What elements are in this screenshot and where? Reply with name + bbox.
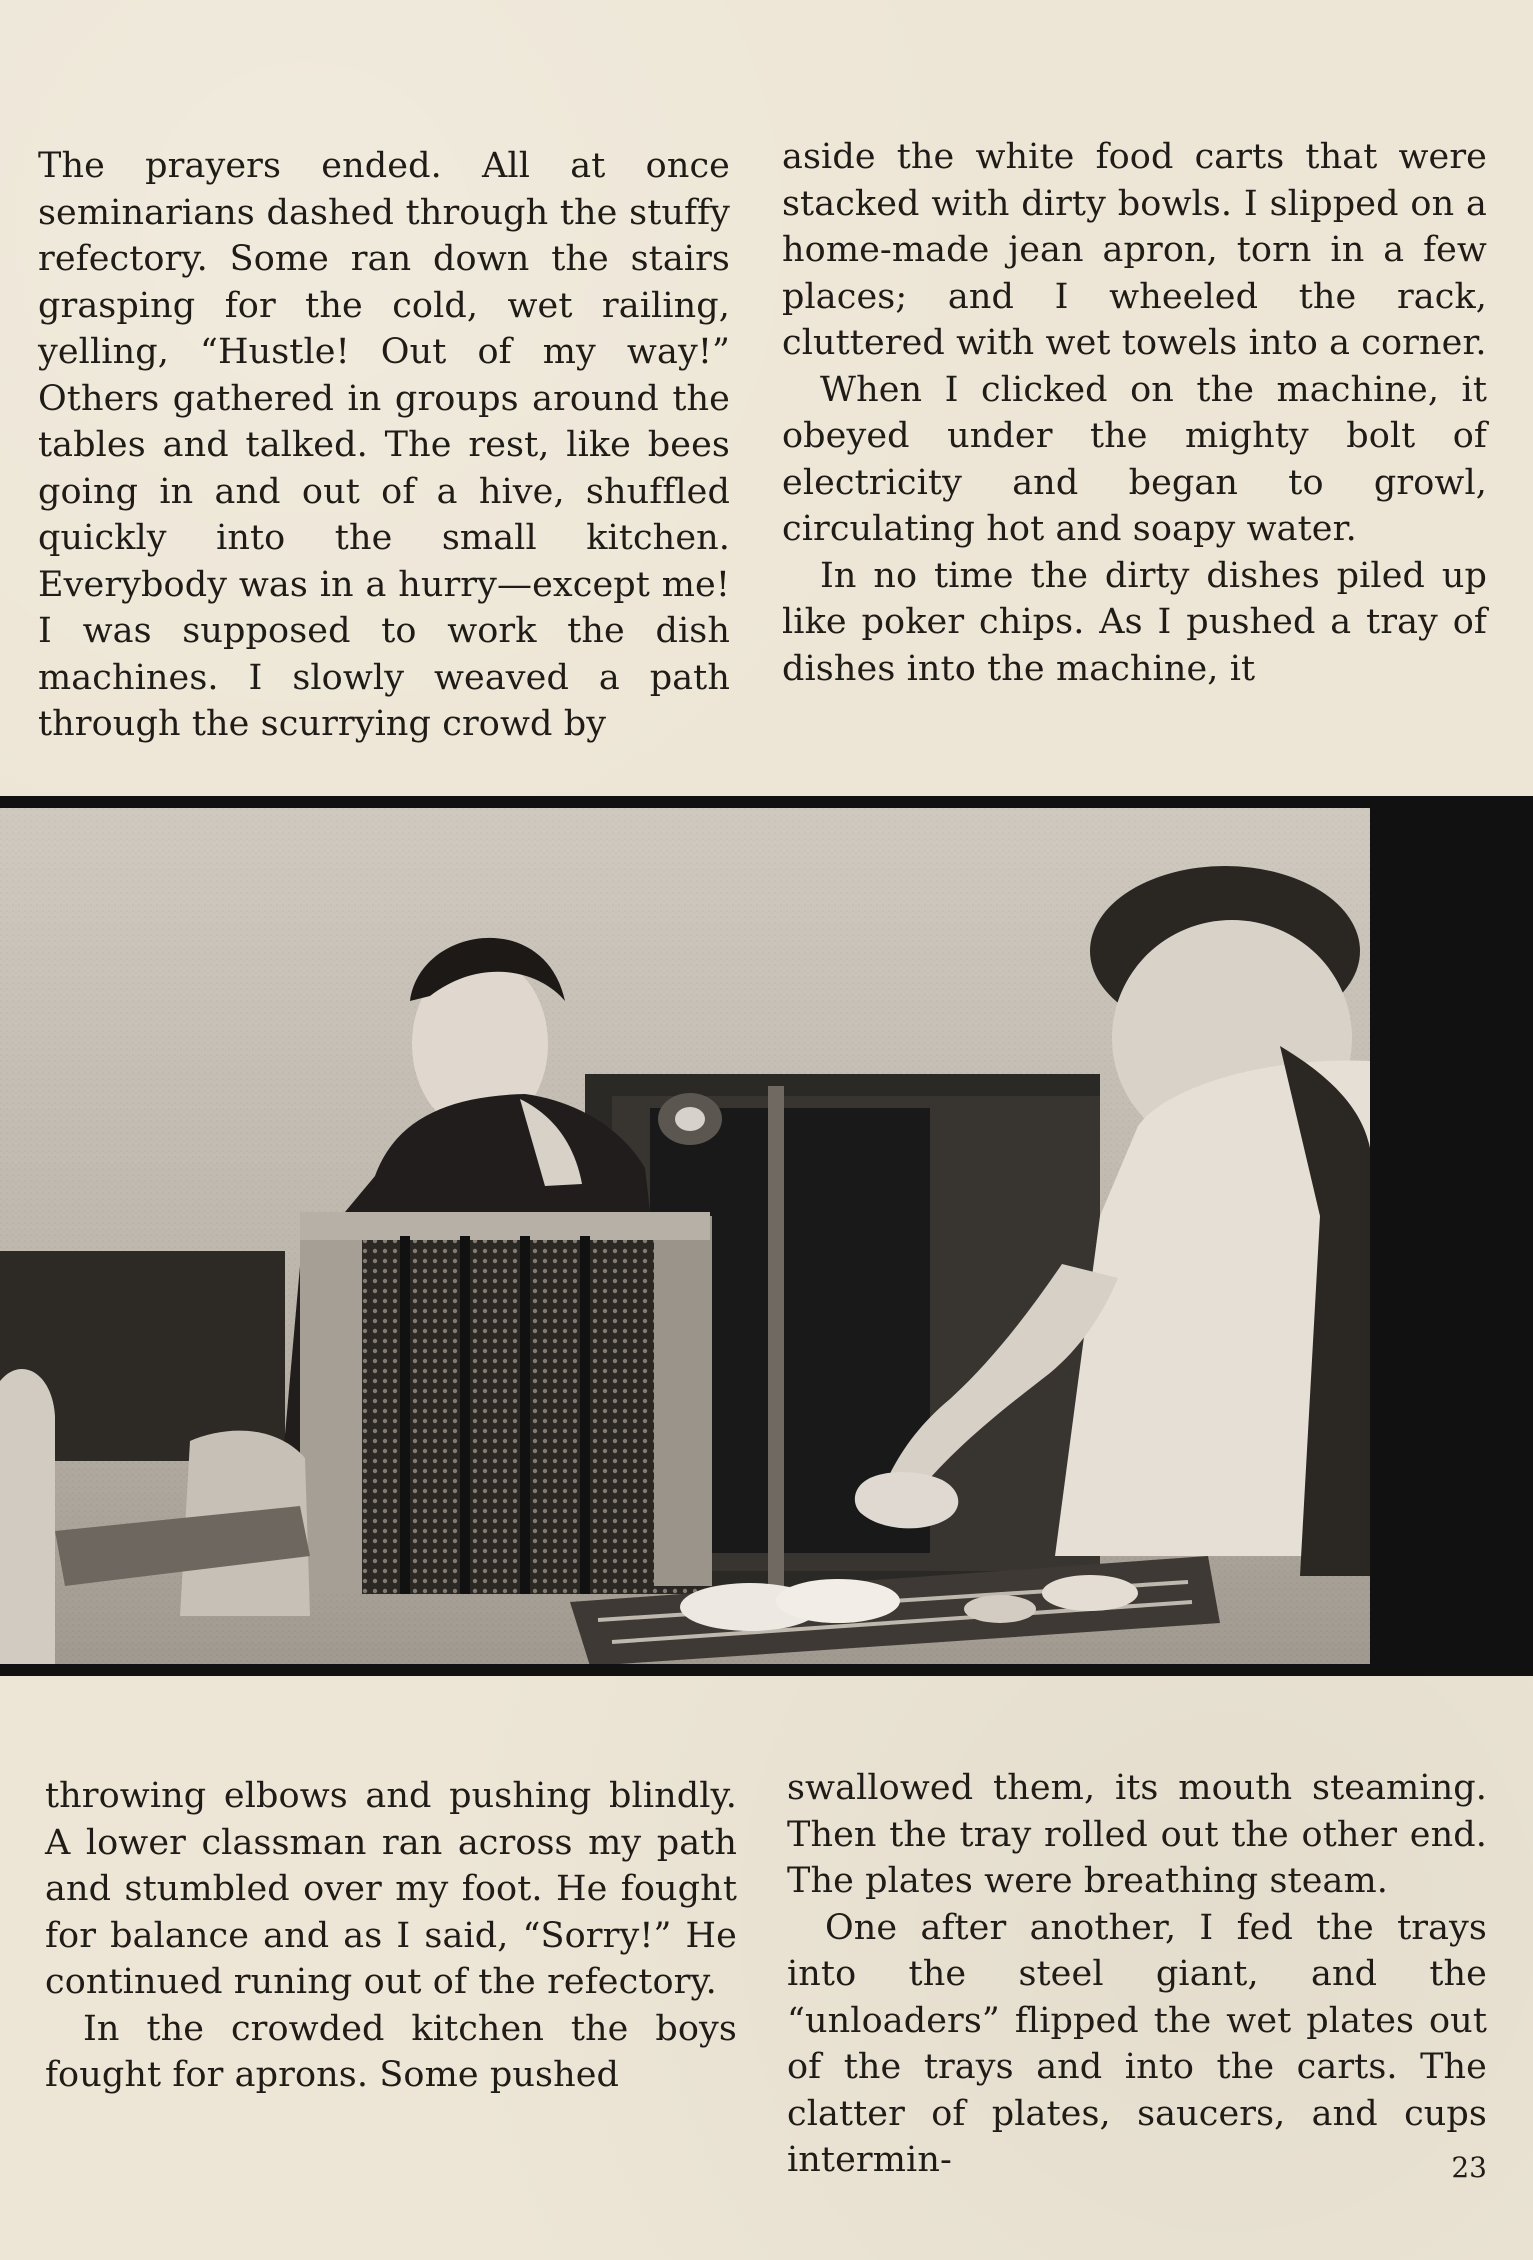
article-column-bottom-left bbox=[45, 1773, 737, 2099]
kitchen-photo bbox=[0, 796, 1533, 1676]
paragraph: throwing elbows and pushing blindly. A lower classman ran across my path and stumbled over my foot. He fought for balance and as I said, “Sorry!” He continued runing out of the refectory. bbox=[45, 1776, 737, 2002]
paragraph: The prayers ended. All at once seminarians dashed through the stuffy refectory. Some ran down the stairs grasping for the cold, wet railing, yelling, “Hustle! Out of my way!” Others gathered in groups around the tables and talked. The rest, like bees going in and out of a hive, shuffled quickly into the small kitchen. Everybody was in a hurry—except me! I was supposed to work the dish machines. I slowly weaved a path through the scurrying crowd by bbox=[38, 146, 730, 744]
paragraph: In no time the dirty dishes piled up like poker chips. As I pushed a tray of dishes into the machine, it bbox=[782, 555, 1487, 689]
article-column-bottom-right bbox=[787, 1765, 1487, 2184]
article-column-top-left bbox=[38, 143, 730, 748]
article-column-top-right bbox=[782, 134, 1487, 692]
paragraph: When I clicked on the machine, it obeyed under the mighty bolt of electricity and began to growl, circulating hot and soapy water. bbox=[782, 369, 1487, 549]
paragraph: In the crowded kitchen the boys fought for aprons. Some pushed bbox=[45, 2008, 737, 2095]
paragraph: aside the white food carts that were stacked with dirty bowls. I slipped on a home-made jean apron, torn in a few places; and I wheeled the rack, cluttered with wet towels into a corner. bbox=[782, 137, 1487, 363]
paragraph: One after another, I fed the trays into the steel giant, and the “unloaders” flipped the wet plates out of the trays and into the carts. The clatter of plates, saucers, and cups intermin- bbox=[787, 1907, 1487, 2180]
page-number: 23 bbox=[1451, 2151, 1487, 2184]
paragraph: swallowed them, its mouth steaming. Then the tray rolled out the other end. The plates were breathing steam. bbox=[787, 1768, 1487, 1901]
